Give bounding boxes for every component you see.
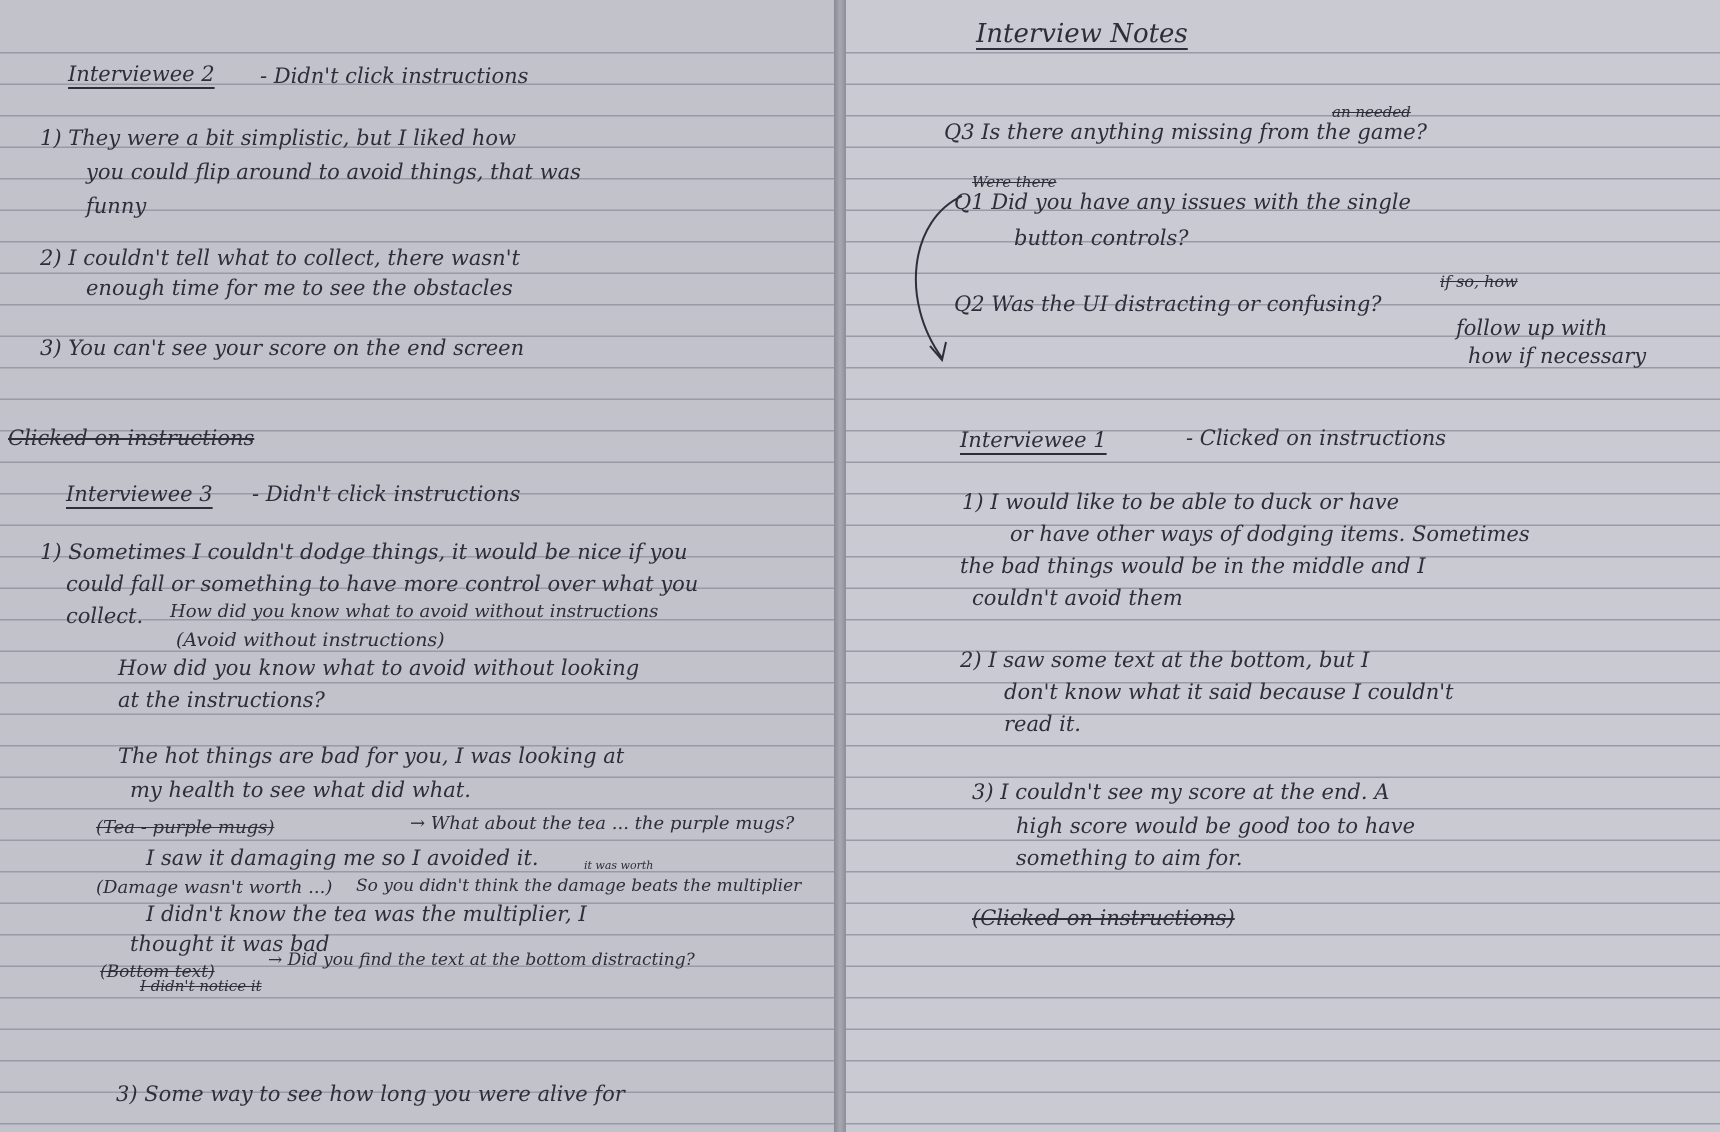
i1-answer-2-line1: 2) I saw some text at the bottom, but I	[960, 648, 1370, 672]
question-1-line2: button controls?	[1014, 226, 1189, 250]
interviewee-1-heading: Interviewee 1	[960, 428, 1107, 452]
notebook-gutter	[834, 0, 846, 1132]
i3-above-note: it was worth	[584, 859, 654, 872]
i3-paren-note-1: (Avoid without instructions)	[176, 629, 445, 651]
question-3-struck: an needed	[1332, 103, 1411, 121]
interviewee-3-note: - Didn't click instructions	[252, 482, 521, 506]
question-3: Q3 Is there anything missing from the game?	[944, 120, 1427, 144]
i3-multiplier-line1: I didn't know the tea was the multiplier, I	[146, 902, 587, 926]
reorder-arrow-icon	[900, 190, 980, 370]
i3-tea-answer: I saw it damaging me so I avoided it.	[146, 846, 539, 870]
i1-answer-1-line3: the bad things would be in the middle and I	[960, 554, 1426, 578]
interviewee-2-heading: Interviewee 2	[68, 62, 215, 86]
i3-answer-1-line1: 1) Sometimes I couldn't dodge things, it would be nice if you	[40, 540, 688, 564]
i1-answer-3-line3: something to aim for.	[1016, 846, 1243, 870]
i2-answer-1-line2: you could flip around to avoid things, that was	[86, 160, 581, 184]
interviewee-2-note: - Didn't click instructions	[260, 64, 529, 88]
question-2-struck: if so, how	[1440, 272, 1518, 291]
i3-notice-note: I didn't notice it	[140, 977, 262, 995]
question-1-struck: Were there	[972, 173, 1057, 191]
i3-bottom-text-question: → Did you find the text at the bottom distracting?	[268, 950, 695, 970]
i1-answer-2-line2: don't know what it said because I couldn't	[1004, 680, 1454, 704]
i3-bottom-text-paren: (Bottom text)	[100, 962, 215, 982]
interviewee-1-note: - Clicked on instructions	[1186, 426, 1447, 450]
i3-multiplier-line2: thought it was bad	[130, 932, 330, 956]
i3-tea-paren: (Tea - purple mugs)	[96, 817, 275, 838]
i3-question-2-line2: at the instructions?	[118, 688, 325, 712]
i3-damage-paren: (Damage wasn't worth ...)	[96, 877, 333, 898]
i3-tea-question: → What about the tea ... the purple mugs?	[410, 813, 795, 834]
i2-answer-2-line1: 2) I couldn't tell what to collect, there wasn't	[40, 246, 520, 270]
i1-answer-3-line1: 3) I couldn't see my score at the end. A	[972, 780, 1390, 804]
i2-answer-3: 3) You can't see your score on the end screen	[40, 336, 525, 360]
i3-answer-hot-line2: my health to see what did what.	[130, 778, 471, 802]
i2-answer-1-line1: 1) They were a bit simplistic, but I liked how	[40, 126, 516, 150]
i1-answer-1-line2: or have other ways of dodging items. Sometimes	[1010, 522, 1530, 546]
i3-answer-hot-line1: The hot things are bad for you, I was looking at	[118, 744, 625, 768]
right-page	[846, 0, 1720, 1132]
i1-answer-3-line2: high score would be good too to have	[1016, 814, 1416, 838]
i1-answer-1-line4: couldn't avoid them	[972, 586, 1183, 610]
left-page	[0, 0, 834, 1132]
i1-answer-1-line1: 1) I would like to be able to duck or have	[962, 490, 1400, 514]
i3-answer-last: 3) Some way to see how long you were alive for	[116, 1082, 625, 1106]
crossed-out-line: Clicked on instructions	[8, 426, 255, 450]
interviewee-3-heading: Interviewee 3	[66, 482, 213, 506]
i1-answer-2-line3: read it.	[1004, 712, 1081, 736]
question-2-follow-up-line1: follow up with	[1456, 316, 1608, 340]
i2-answer-1-line3: funny	[86, 194, 147, 218]
page-title: Interview Notes	[976, 19, 1188, 49]
crossed-out-note: (Clicked on instructions)	[972, 906, 1235, 930]
i2-answer-2-line2: enough time for me to see the obstacles	[86, 276, 513, 300]
i3-damage-question: So you didn't think the damage beats the multiplier	[356, 876, 802, 896]
i3-inline-question: How did you know what to avoid without instructions	[170, 601, 659, 622]
question-1-line1: Q1 Did you have any issues with the single	[954, 190, 1411, 214]
i3-answer-1-line3: collect.	[66, 604, 144, 628]
i3-question-2-line1: How did you know what to avoid without looking	[118, 656, 640, 680]
question-2: Q2 Was the UI distracting or confusing?	[954, 292, 1382, 316]
i3-answer-1-line2: could fall or something to have more control over what you	[66, 572, 699, 596]
question-2-follow-up-line2: how if necessary	[1468, 344, 1647, 368]
